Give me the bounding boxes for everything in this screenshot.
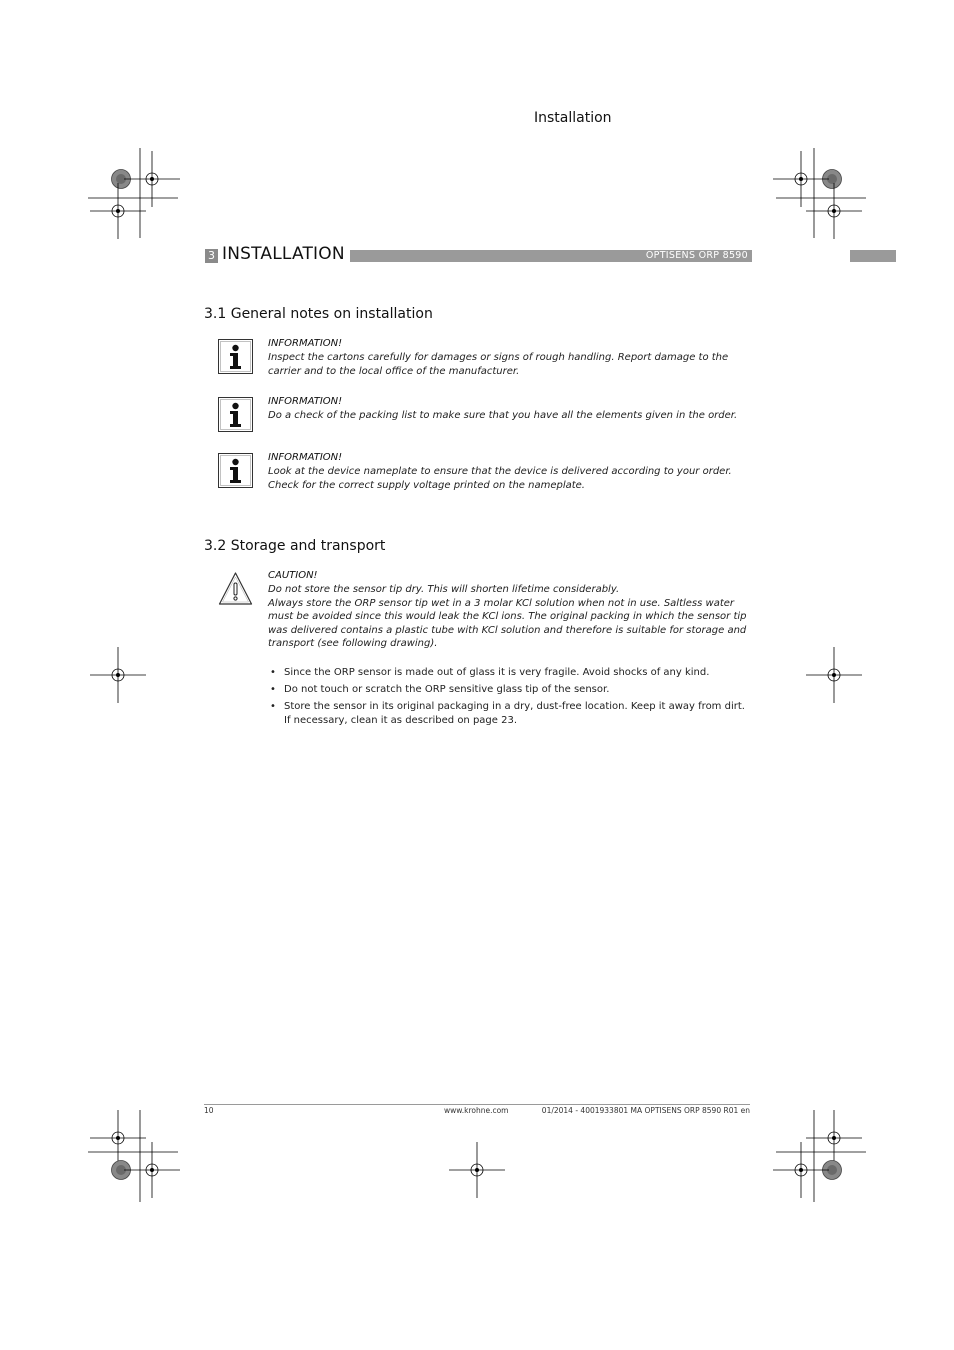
note-heading: INFORMATION! [268,338,343,349]
footer-doc-id: 01/2014 - 4001933801 MA OPTISENS ORP 8590 R01 en [541,1106,750,1115]
bullet-item: • Do not touch or scratch the ORP sensitive glass tip of the sensor. [268,683,753,697]
note-body [268,465,753,492]
caution-line: was delivered contains a plastic tube with KCl solution and therefore is suitable for storage and [268,624,747,636]
note-line: carrier and to the local office of the manufacturer. [268,365,520,377]
note-line: Look at the device nameplate to ensure that the device is delivered according to your order. [268,466,732,477]
information-icon [218,453,253,488]
note-heading: INFORMATION! [268,396,343,407]
footer-page-number: 10 [204,1106,214,1115]
chapter-title: INSTALLATION [222,244,345,264]
section-title-storage-transport: 3.2 Storage and transport [204,538,386,554]
caution-icon [218,571,253,606]
caution-line: transport (see following drawing). [268,638,438,650]
caution-body [268,583,753,651]
note-line: Do a check of the packing list to make sure that you have all the elements given in the order. [268,410,738,421]
information-icon [218,339,253,374]
caution-line: must be avoided since this would leak the KCl ions. The original packing in which the sensor tip [268,611,747,623]
note-line: Inspect the cartons carefully for damages or signs of rough handling. Report damage to the [268,352,729,363]
bullet-item: • Since the ORP sensor is made out of glass it is very fragile. Avoid shocks of any kind. [268,666,753,680]
note-heading: INFORMATION! [268,452,343,463]
note-line: Check for the correct supply voltage printed on the nameplate. [268,479,585,491]
running-head: Installation [534,110,612,126]
caution-heading: CAUTION! [268,570,318,581]
chapter-number: 3 [205,249,218,263]
chapter-product-name: OPTISENS ORP 8590 [645,250,748,261]
bullet-item: • Store the sensor in its original packaging in a dry, dust-free location. Keep it away from dirt. If necessary, clean it as described on page 23. [268,700,753,727]
chapter-tab [850,250,896,262]
information-icon [218,397,253,432]
caution-line: Always store the ORP sensor tip wet in a 3 molar KCl solution when not in use. Saltless water [268,597,735,609]
section-title-general-notes: 3.1 General notes on installation [204,306,433,322]
handling-bullet-list [268,666,753,731]
footer-rule [204,1104,750,1105]
caution-line: Do not store the sensor tip dry. This will shorten lifetime considerably. [268,584,620,595]
footer-website: www.krohne.com [444,1106,509,1115]
note-body [268,351,753,378]
note-body [268,409,753,423]
